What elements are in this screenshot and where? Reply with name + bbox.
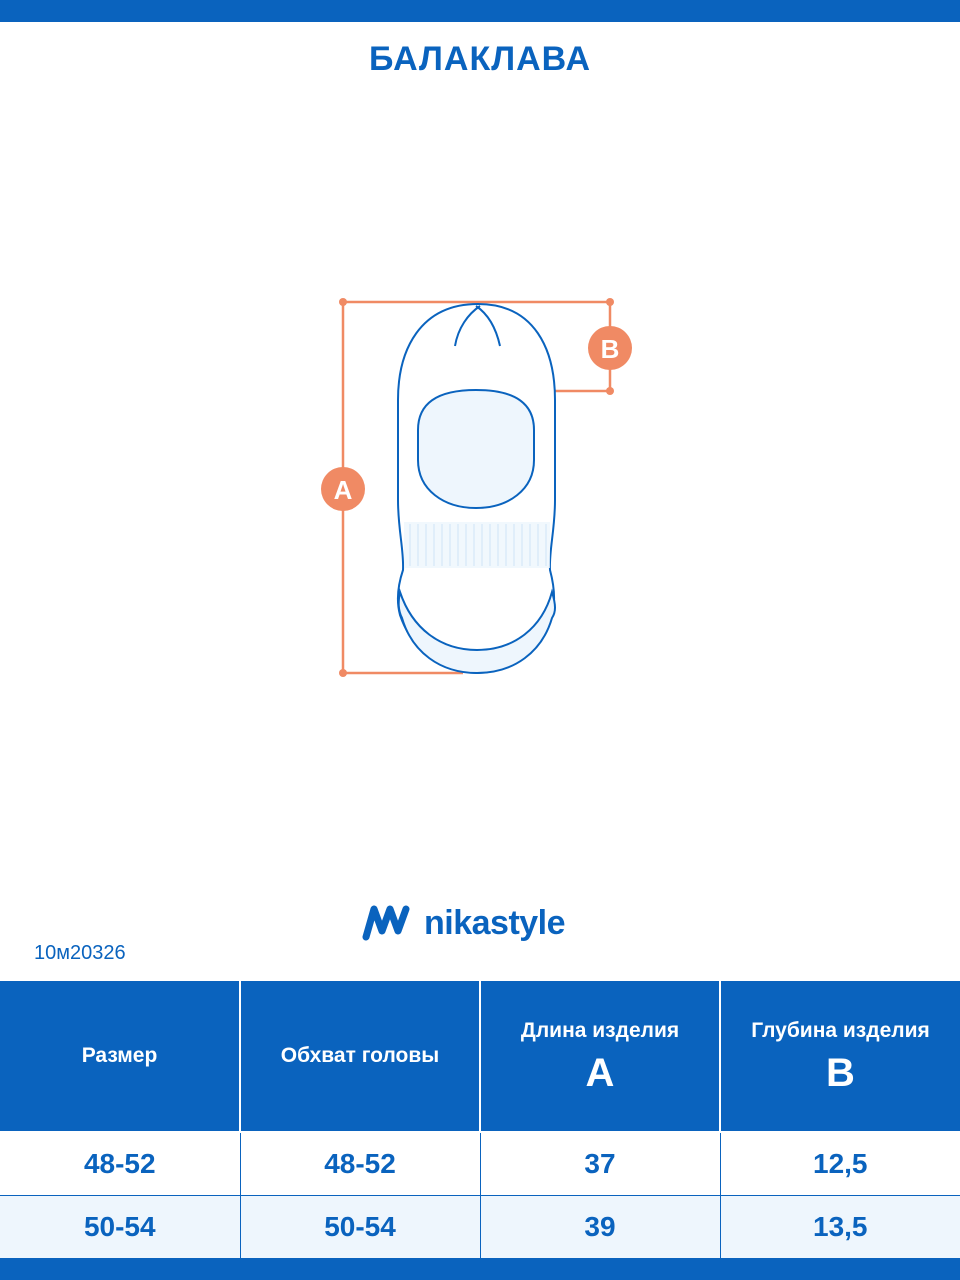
table-row: [0, 1132, 960, 1196]
header-length: [480, 980, 720, 1132]
table-cell: 50-54: [0, 1196, 240, 1259]
table-cell: 12,5: [720, 1132, 960, 1196]
table-row: [0, 1196, 960, 1259]
badge-b: B: [600, 334, 620, 364]
page-title: БАЛАКЛАВА: [368, 40, 592, 78]
article-code: 10м20326: [34, 942, 126, 964]
header-label: Обхват головы: [280, 1044, 440, 1067]
table-header-row: [0, 980, 960, 1132]
header-label: Размер: [81, 1044, 158, 1067]
header-label: Глубина изделия: [751, 1019, 930, 1042]
header-head-circumference: [240, 980, 480, 1132]
nikastyle-logo-icon: [362, 901, 410, 945]
table-cell: 48-52: [240, 1132, 480, 1196]
header-size: [0, 980, 240, 1132]
table-cell: 50-54: [240, 1196, 480, 1259]
brand-logo: [362, 900, 565, 946]
header-sub-label: A: [585, 1051, 615, 1095]
table-cell: 48-52: [0, 1132, 240, 1196]
table-cell: 37: [480, 1132, 720, 1196]
top-bar: [0, 0, 960, 22]
table-cell: 13,5: [720, 1196, 960, 1259]
balaclava-diagram: [300, 290, 660, 690]
bottom-bar: [0, 1258, 960, 1280]
badge-a: A: [333, 475, 353, 505]
header-depth: [720, 980, 960, 1132]
brand-name: nikastyle: [424, 903, 566, 942]
face-opening: [418, 390, 534, 508]
header-sub-label: B: [826, 1051, 855, 1095]
header-label: Длина изделия: [520, 1019, 680, 1042]
table-cell: 39: [480, 1196, 720, 1259]
size-table: [0, 979, 960, 1259]
